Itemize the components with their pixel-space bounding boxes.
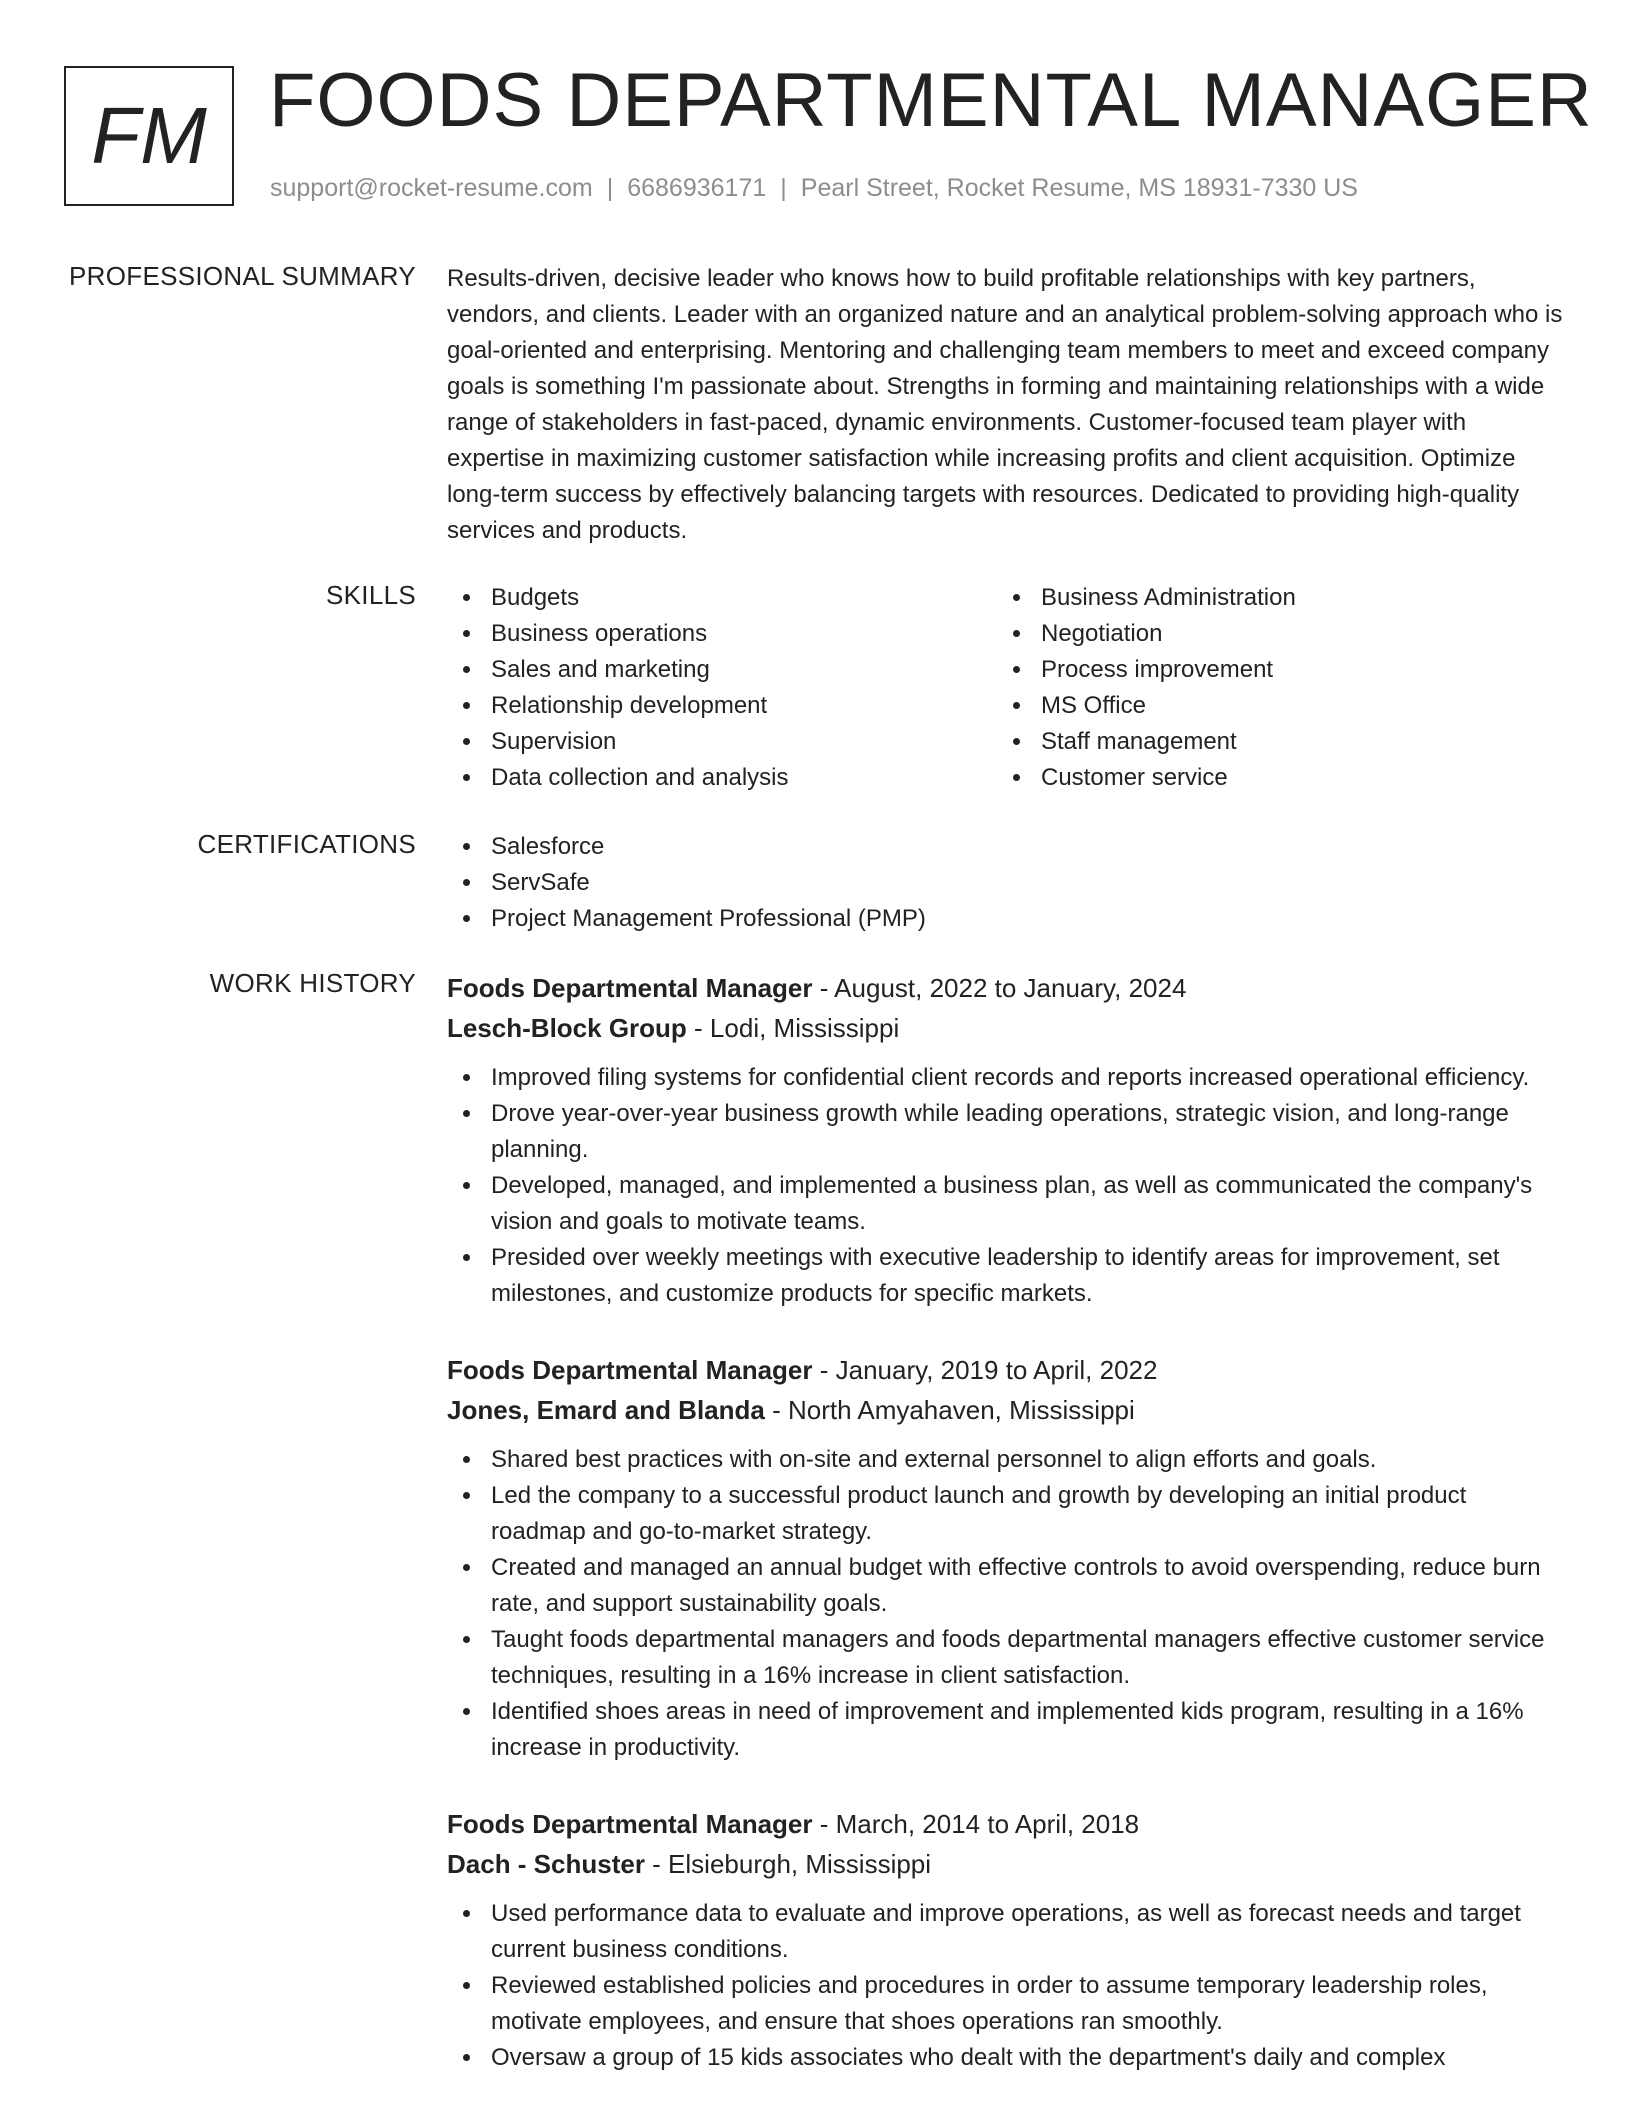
certifications-body <box>447 829 1563 937</box>
skill-item: Business operations <box>447 616 997 652</box>
job-bullet: Used performance data to evaluate and improve operations, as well as forecast needs and target current business conditions. <box>447 1896 1563 1968</box>
job-title-line <box>447 968 1563 1008</box>
job-bullet: Improved filing systems for confidential client records and reports increased operational efficiency. <box>447 1060 1563 1096</box>
skill-item: Customer service <box>997 760 1547 796</box>
job-bullet: Led the company to a successful product launch and growth by developing an initial product roadmap and go-to-market strategy. <box>447 1478 1563 1550</box>
contact-email[interactable]: support@rocket-resume.com <box>270 174 593 202</box>
skill-item: MS Office <box>997 688 1547 724</box>
summary-body <box>447 261 1563 549</box>
job-title: Foods Departmental Manager <box>447 1355 813 1385</box>
skill-item: Negotiation <box>997 616 1547 652</box>
skills-grid <box>447 580 1563 796</box>
skills-label: SKILLS <box>326 580 416 610</box>
certification-item: Salesforce <box>447 829 1563 865</box>
certification-item: Project Management Professional (PMP) <box>447 901 1563 937</box>
job-location: - North Amyahaven, Mississippi <box>764 1395 1135 1425</box>
job-bullet: Reviewed established policies and procedures in order to assume temporary leadership roles, motivate employees, and ensure that shoes operations ran smoothly. <box>447 1968 1563 2040</box>
skills-list-left <box>447 580 997 796</box>
skill-item: Process improvement <box>997 652 1547 688</box>
job-bullet: Oversaw a group of 15 kids associates who dealt with the department's daily and complex <box>447 2040 1563 2076</box>
job-company-line <box>447 1844 1563 1884</box>
job-location: - Elsieburgh, Mississippi <box>644 1849 932 1879</box>
summary-text: Results-driven, decisive leader who knows how to build profitable relationships with key partners, vendors, and clients. Leader with an organized nature and an analytical problem-solving approach who is goal-oriented and enterprising. Mentoring and challenging team members to meet and exceed company goals is something I'm passionate about. Strengths in forming and maintaining relationships with a wide range of stakeholders in fast-paced, dynamic environments. Customer-focused team player with expertise in maximizing customer satisfaction while increasing profits and client acquisition. Optimize long-term success by effectively balancing targets with resources. Dedicated to providing high-quality services and products. <box>447 265 1563 544</box>
skill-item: Business Administration <box>997 580 1547 616</box>
job-dates: - January, 2019 to April, 2022 <box>812 1355 1158 1385</box>
work-history-label: WORK HISTORY <box>209 968 416 998</box>
job-dates: - March, 2014 to April, 2018 <box>812 1809 1140 1839</box>
job-company: Lesch-Block Group <box>447 1013 687 1043</box>
job-bullet: Presided over weekly meetings with executive leadership to identify areas for improvement, set milestones, and customize products for specific markets. <box>447 1240 1563 1312</box>
skills-list-right <box>997 580 1547 796</box>
contact-line <box>270 174 1358 203</box>
job-company-line <box>447 1008 1563 1048</box>
job-bullets <box>447 1896 1563 2076</box>
skill-item: Supervision <box>447 724 997 760</box>
job-company: Dach - Schuster <box>447 1849 645 1879</box>
certification-item: ServSafe <box>447 865 1563 901</box>
work-history-body <box>447 968 1563 2114</box>
job-entry <box>447 1804 1563 2076</box>
job-title-line <box>447 1804 1563 1844</box>
certifications-label: CERTIFICATIONS <box>197 829 416 859</box>
job-title: Foods Departmental Manager <box>447 1809 813 1839</box>
job-bullet: Shared best practices with on-site and external personnel to align efforts and goals. <box>447 1442 1563 1478</box>
job-bullet: Created and managed an annual budget with effective controls to avoid overspending, reduce burn rate, and support sustainability goals. <box>447 1550 1563 1622</box>
skill-item: Staff management <box>997 724 1547 760</box>
job-bullet: Taught foods departmental managers and foods departmental managers effective customer service techniques, resulting in a 16% increase in client satisfaction. <box>447 1622 1563 1694</box>
job-bullet: Drove year-over-year business growth while leading operations, strategic vision, and long-range planning. <box>447 1096 1563 1168</box>
skill-item: Data collection and analysis <box>447 760 997 796</box>
contact-separator: | <box>606 174 614 202</box>
job-company-line <box>447 1390 1563 1430</box>
job-dates: - August, 2022 to January, 2024 <box>812 973 1187 1003</box>
job-title: Foods Departmental Manager <box>447 973 813 1003</box>
job-location: - Lodi, Mississippi <box>686 1013 900 1043</box>
skill-item: Budgets <box>447 580 997 616</box>
job-entry <box>447 968 1563 1312</box>
skill-item: Relationship development <box>447 688 997 724</box>
job-title-line <box>447 1350 1563 1390</box>
monogram-logo: FM <box>64 66 234 206</box>
job-bullets <box>447 1442 1563 1766</box>
resume-title: FOODS DEPARTMENTAL MANAGER <box>269 58 1593 143</box>
certifications-list <box>447 829 1563 937</box>
job-bullet: Developed, managed, and implemented a business plan, as well as communicated the company's vision and goals to motivate teams. <box>447 1168 1563 1240</box>
job-bullet: Identified shoes areas in need of improvement and implemented kids program, resulting in a 16% increase in productivity. <box>447 1694 1563 1766</box>
job-bullets <box>447 1060 1563 1312</box>
job-entry <box>447 1350 1563 1766</box>
job-company: Jones, Emard and Blanda <box>447 1395 765 1425</box>
summary-label: PROFESSIONAL SUMMARY <box>69 261 416 291</box>
contact-phone[interactable]: 6686936171 <box>627 174 767 202</box>
skill-item: Sales and marketing <box>447 652 997 688</box>
contact-separator: | <box>780 174 787 202</box>
contact-address: Pearl Street, Rocket Resume, MS 18931-7330 US <box>800 174 1358 202</box>
